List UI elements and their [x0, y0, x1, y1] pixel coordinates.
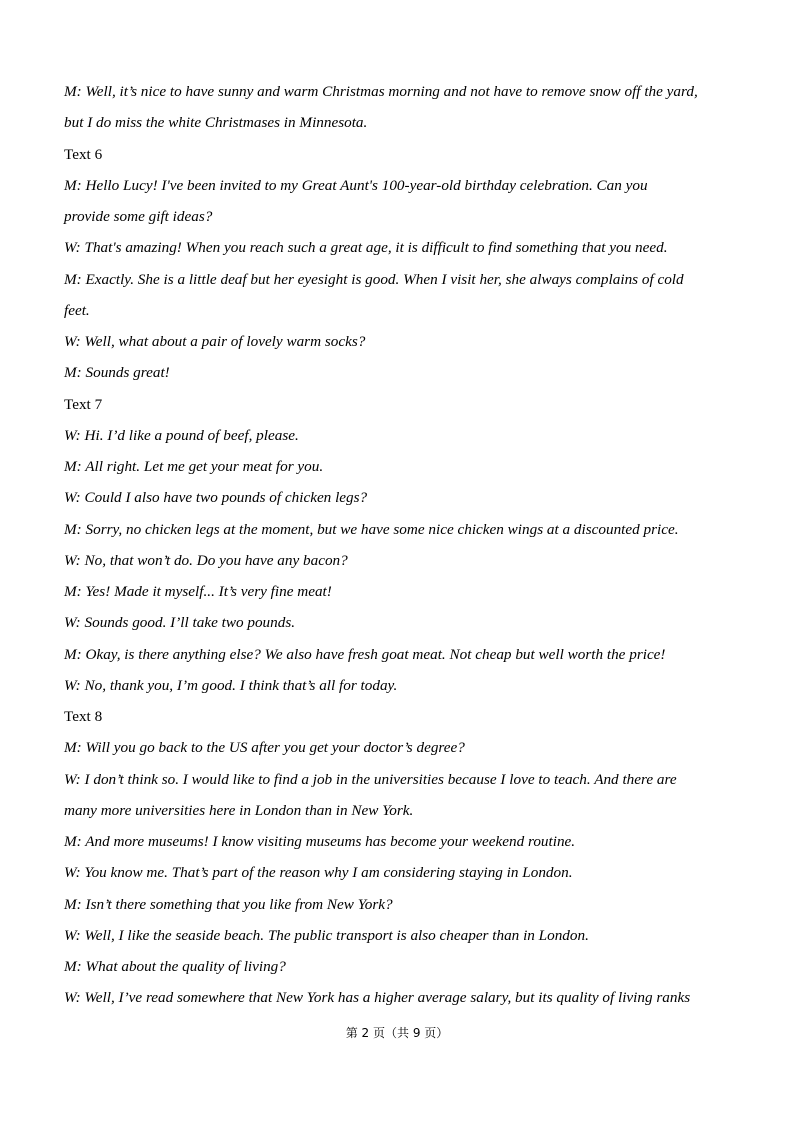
dialogue-line: W: Well, I’ve read somewhere that New York has a higher average salary, but its quality of living ranks [64, 989, 691, 1007]
dialogue-line: W: Could I also have two pounds of chicken legs? [64, 489, 368, 507]
dialogue-line: M: Sounds great! [64, 364, 170, 382]
section-heading: Text 6 [64, 145, 103, 163]
dialogue-line: W: Well, I like the seaside beach. The public transport is also cheaper than in London. [64, 926, 589, 944]
section-heading: Text 7 [64, 395, 103, 413]
dialogue-line: W: You know me. That’s part of the reason why I am considering staying in London. [64, 864, 573, 882]
dialogue-line: M: And more museums! I know visiting museums has become your weekend routine. [64, 833, 576, 850]
dialogue-line: M: Hello Lucy! I've been invited to my Great Aunt's 100-year-old birthday celebration. Can you [64, 176, 648, 194]
dialogue-line: W: Sounds good. I’ll take two pounds. [64, 614, 296, 632]
dialogue-line: but I do miss the white Christmases in Minnesota. [64, 114, 368, 132]
dialogue-line: M: Okay, is there anything else? We also have fresh goat meat. Not cheap but well worth the price! [64, 645, 666, 663]
dialogue-line: M: Well, it’s nice to have sunny and warm Christmas morning and not have to remove snow off the yard, [64, 83, 698, 100]
dialogue-line: M: Yes! Made it myself... It’s very fine meat! [64, 583, 332, 600]
dialogue-line: M: Isn’t there something that you like from New York? [64, 895, 393, 913]
dialogue-line: W: No, that won’t do. Do you have any bacon? [64, 551, 348, 569]
dialogue-line: W: I don’t think so. I would like to find a job in the universities because I love to teach. And there are [64, 770, 677, 788]
dialogue-line: W: Hi. I’d like a pound of beef, please. [64, 426, 299, 444]
dialogue-line: M: Sorry, no chicken legs at the moment, but we have some nice chicken wings at a discounted price. [64, 520, 679, 538]
section-heading: Text 8 [64, 708, 103, 725]
transcript-body [64, 76, 736, 1014]
page-number-footer: 第 2 页（共 9 页） [345, 1026, 449, 1040]
dialogue-line: W: That's amazing! When you reach such a great age, it is difficult to find something that you need. [64, 239, 668, 257]
dialogue-line: M: Exactly. She is a little deaf but her eyesight is good. When I visit her, she always complains of cold [64, 270, 684, 288]
dialogue-line: many more universities here in London than in New York. [64, 801, 414, 819]
dialogue-line: W: Well, what about a pair of lovely warm socks? [64, 333, 366, 350]
dialogue-line: feet. [64, 301, 90, 319]
dialogue-line: M: All right. Let me get your meat for you. [64, 458, 324, 475]
dialogue-line: W: No, thank you, I’m good. I think that’s all for today. [64, 676, 398, 694]
dialogue-line: M: What about the quality of living? [64, 958, 286, 975]
dialogue-line: M: Will you go back to the US after you get your doctor’s degree? [64, 739, 465, 757]
dialogue-line: provide some gift ideas? [64, 208, 213, 225]
